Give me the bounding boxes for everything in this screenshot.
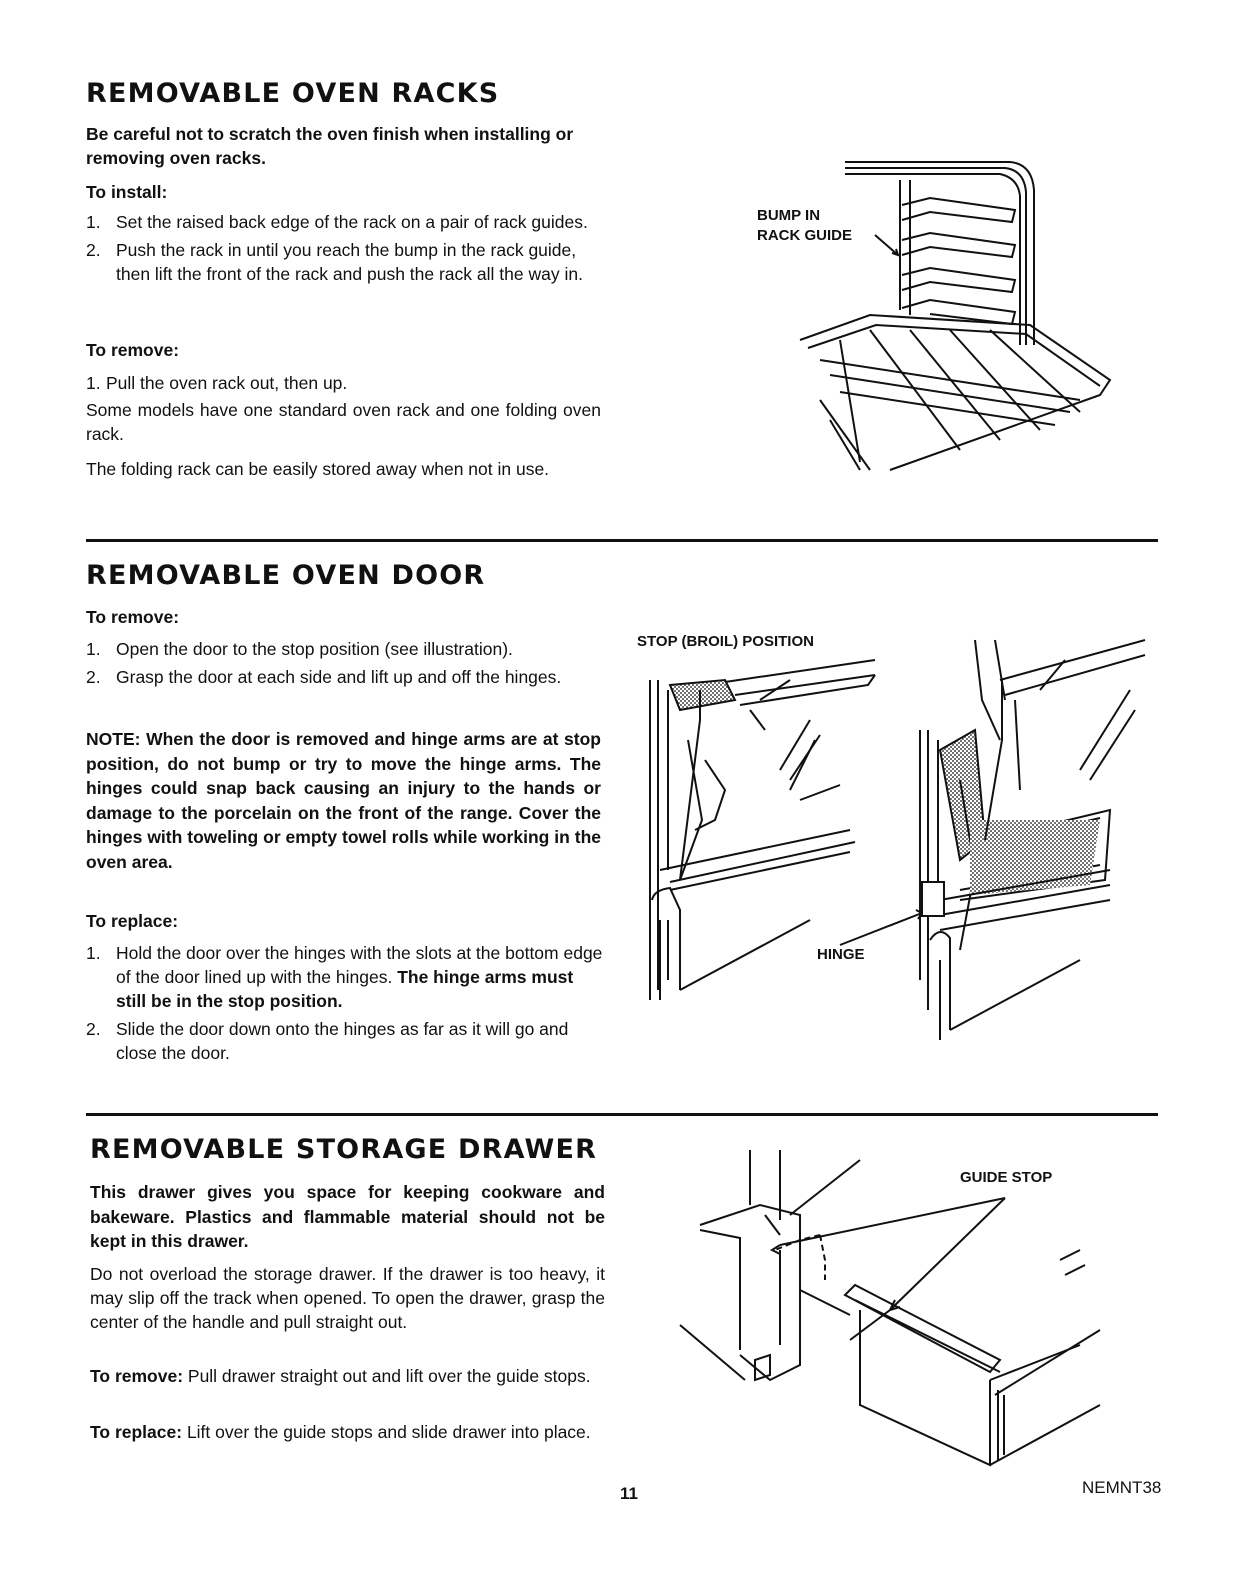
racks-install-list [86,210,606,290]
racks-para-models: Some models have one standard oven rack and one folding oven rack. [86,400,601,444]
section-divider [86,1113,1158,1116]
document-code: NEMNT38 [1082,1478,1162,1497]
door-illustration [640,620,1160,1050]
page-number: 11 [620,1484,638,1503]
list-item: 1. Hold the door over the hinges with the slots at the bottom edge of the door lined up with the hinges. The hinge arms must still be in the stop position. [86,943,603,1011]
section-divider [86,539,1158,542]
door-remove-heading: To remove: [86,607,180,627]
hinge-label: HINGE [817,946,865,963]
door-remove-list [86,637,606,693]
drawer-para: Do not overload the storage drawer. If the drawer is too heavy, it may slip off the track when opened. To open the drawer, grasp the center of the handle and pull straight out. [90,1264,605,1332]
racks-para-folding: The folding rack can be easily stored away when not in use. [86,459,550,479]
bump-label: BUMP IN RACK GUIDE [757,207,853,244]
racks-remove-list [86,371,606,399]
list-item: 2. Slide the door down onto the hinges as far as it will go and close the door. [86,1019,569,1063]
racks-install-heading: To install: [86,182,168,202]
drawer-intro: This drawer gives you space for keeping cookware and bakeware. Plastics and flammable material should not be kept in this drawer. [90,1182,605,1251]
rack-illustration [780,150,1130,480]
racks-remove-heading: To remove: [86,340,180,360]
door-note: NOTE: When the door is removed and hinge arms are at stop position, do not bump or try to move the hinge arms. The hinges could snap back causing an injury to the hands or damage to the porcelain on the front of the range. Cover the hinges with toweling or empty towel rolls while working in the oven area. [86,729,601,872]
racks-title: REMOVABLE OVEN RACKS [86,78,500,109]
door-title: REMOVABLE OVEN DOOR [86,560,486,591]
door-replace-heading: To replace: [86,911,179,931]
list-item: 2. Push the rack in until you reach the bump in the rack guide, then lift the front of the rack and push the rack all the way in. [86,240,583,284]
drawer-remove-instruction: To remove: Pull drawer straight out and lift over the guide stops. [90,1366,591,1386]
list-item: 1. Open the door to the stop position (see illustration). [86,639,513,659]
list-item: 1. Set the raised back edge of the rack on a pair of rack guides. [86,212,588,232]
door-replace-list [86,941,604,1065]
list-item: 1. Pull the oven rack out, then up. [86,373,348,393]
drawer-replace-instruction: To replace: Lift over the guide stops and slide drawer into place. [90,1422,591,1442]
drawer-title: REMOVABLE STORAGE DRAWER [90,1134,598,1165]
guide-stop-label: GUIDE STOP [960,1169,1053,1186]
stop-position-label: STOP (BROIL) POSITION [637,633,814,650]
list-item: 2. Grasp the door at each side and lift up and off the hinges. [86,667,562,687]
racks-warning: Be careful not to scratch the oven finish when installing or removing oven racks. [86,124,574,168]
drawer-illustration [680,1150,1120,1480]
